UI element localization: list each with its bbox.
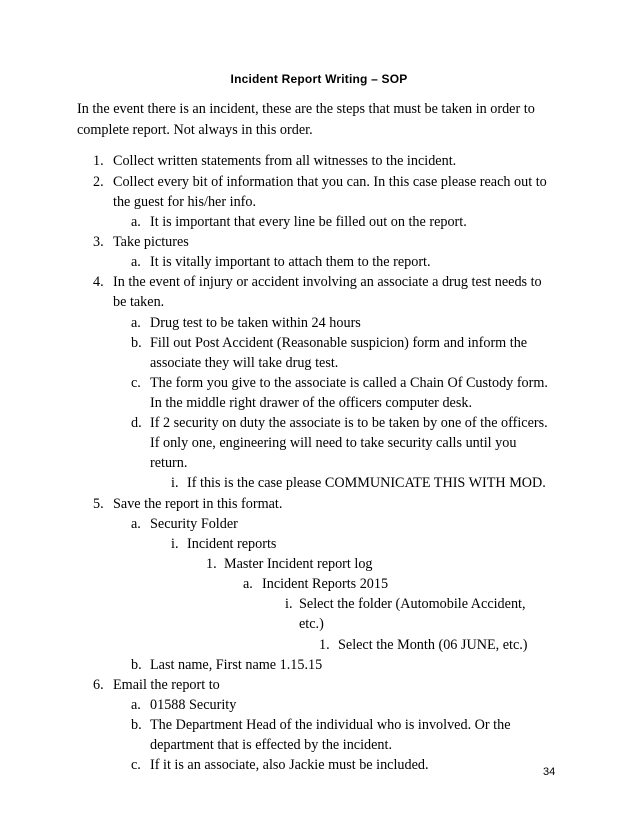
list-marker: 1. <box>206 556 217 572</box>
list-text: The Department Head of the individual who is involved. Or the <box>150 717 511 733</box>
list-marker: b. <box>131 335 142 351</box>
list-text: Collect written statements from all witnesses to the incident. <box>113 153 457 169</box>
list-marker: a. <box>131 516 141 532</box>
list-marker: b. <box>131 657 142 673</box>
list-marker: i. <box>285 596 293 612</box>
list-text: If this is the case please COMMUNICATE THIS WITH MOD. <box>187 475 546 491</box>
list-marker: 6. <box>93 677 104 693</box>
list-text: Fill out Post Accident (Reasonable suspicion) form and inform the <box>150 335 528 351</box>
list-marker: a. <box>243 576 253 592</box>
list-marker: c. <box>131 757 141 773</box>
intro-line: In the event there is an incident, these are the steps that must be taken in order to <box>77 101 535 117</box>
intro-line: complete report. Not always in this order. <box>77 122 313 138</box>
list-text: department that is effected by the incident. <box>150 737 393 753</box>
list-marker: a. <box>131 214 141 230</box>
list-text: Take pictures <box>113 234 189 250</box>
list-text: 01588 Security <box>150 697 237 713</box>
list-marker: i. <box>171 536 179 552</box>
list-text: Security Folder <box>150 516 238 532</box>
list-text: Master Incident report log <box>224 556 373 572</box>
list-marker: 5. <box>93 496 104 512</box>
list-marker: 1. <box>319 637 330 653</box>
list-text: Email the report to <box>113 677 220 693</box>
list-text: Incident reports <box>187 536 277 552</box>
list-marker: 2. <box>93 174 104 190</box>
list-text: It is vitally important to attach them to the report. <box>150 254 431 270</box>
list-text: If 2 security on duty the associate is to be taken by one of the officers. <box>150 415 548 431</box>
list-marker: i. <box>171 475 179 491</box>
list-text: The form you give to the associate is called a Chain Of Custody form. <box>150 375 548 391</box>
list-marker: d. <box>131 415 142 431</box>
list-text: If only one, engineering will need to take security calls until you <box>150 435 517 451</box>
list-marker: 3. <box>93 234 104 250</box>
list-marker: a. <box>131 315 141 331</box>
list-text: In the event of injury or accident involving an associate a drug test needs to <box>113 274 542 290</box>
page-number: 34 <box>543 766 556 778</box>
list-marker: 1. <box>93 153 104 169</box>
list-text: It is important that every line be filled out on the report. <box>150 214 467 230</box>
list-text: the guest for his/her info. <box>113 194 257 210</box>
list-text: In the middle right drawer of the officers computer desk. <box>150 395 473 411</box>
list-text: return. <box>150 455 188 471</box>
list-marker: a. <box>131 697 141 713</box>
list-marker: a. <box>131 254 141 270</box>
list-text: Collect every bit of information that you can. In this case please reach out to <box>113 174 547 190</box>
list-text: Select the Month (06 JUNE, etc.) <box>338 637 528 653</box>
list-text: associate they will take drug test. <box>150 355 339 371</box>
list-marker: c. <box>131 375 141 391</box>
list-text: Drug test to be taken within 24 hours <box>150 315 361 331</box>
page-title: Incident Report Writing – SOP <box>230 72 408 86</box>
list-text: If it is an associate, also Jackie must be included. <box>150 757 429 773</box>
list-marker: b. <box>131 717 142 733</box>
list-text: etc.) <box>299 616 324 632</box>
list-text: Incident Reports 2015 <box>262 576 389 592</box>
list-text: Last name, First name 1.15.15 <box>150 657 323 673</box>
list-marker: 4. <box>93 274 104 290</box>
list-text: Save the report in this format. <box>113 496 283 512</box>
list-text: Select the folder (Automobile Accident, <box>299 596 526 612</box>
list-text: be taken. <box>113 294 165 310</box>
